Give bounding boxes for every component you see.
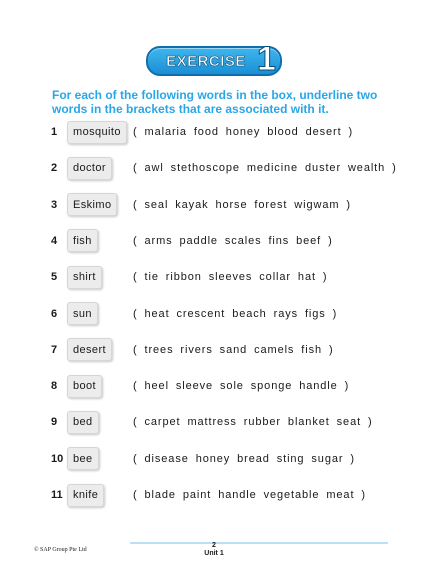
item-number: 5: [51, 271, 58, 284]
copyright: © SAP Group Pte Ltd: [34, 547, 87, 553]
word-box: knife: [67, 484, 104, 507]
exercise-item: [0, 375, 428, 397]
word-box: mosquito: [67, 121, 127, 144]
exercise-item: [0, 157, 428, 179]
item-number: 4: [51, 234, 58, 247]
instructions: For each of the following words in the box, underline two words in the brackets that are associated with it.: [52, 88, 378, 116]
exercise-item: [0, 266, 428, 288]
page-number: 2: [212, 542, 216, 549]
word-box: fish: [67, 229, 98, 252]
exercise-label: EXERCISE: [166, 52, 246, 70]
word-box: bed: [67, 411, 99, 434]
item-number: 11: [51, 489, 63, 501]
item-number: 2: [51, 162, 58, 175]
item-number: 9: [51, 416, 58, 429]
bracket-options[interactable]: ( awl stethoscope medicine duster wealth ): [133, 162, 397, 175]
item-number: 8: [51, 380, 58, 393]
item-number: 6: [51, 307, 58, 320]
word-box: bee: [67, 447, 99, 470]
bracket-options[interactable]: ( carpet mattress rubber blanket seat ): [133, 416, 373, 429]
exercise-item: [0, 303, 428, 325]
unit-label: Unit 1: [204, 550, 224, 557]
bracket-options[interactable]: ( tie ribbon sleeves collar hat ): [133, 271, 328, 284]
item-number: 7: [51, 343, 58, 356]
bracket-options[interactable]: ( heel sleeve sole sponge handle ): [133, 380, 350, 393]
item-number: 1: [51, 126, 58, 138]
bracket-options[interactable]: ( blade paint handle vegetable meat ): [133, 489, 366, 501]
word-box: boot: [67, 375, 102, 398]
exercise-item: [0, 194, 428, 216]
word-box: doctor: [67, 157, 112, 180]
bracket-options[interactable]: ( heat crescent beach rays figs ): [133, 307, 338, 320]
bracket-options[interactable]: ( arms paddle scales fins beef ): [133, 234, 333, 247]
word-box: Eskimo: [67, 193, 117, 216]
bracket-options[interactable]: ( seal kayak horse forest wigwam ): [133, 198, 351, 211]
word-box: desert: [67, 338, 112, 361]
exercise-banner-wrap: [0, 40, 428, 78]
exercise-banner: [146, 40, 282, 78]
exercise-item: [0, 448, 428, 470]
word-box: shirt: [67, 266, 102, 289]
item-number: 3: [51, 198, 58, 211]
bracket-options[interactable]: ( malaria food honey blood desert ): [133, 126, 354, 138]
exercise-item: [0, 484, 428, 506]
exercise-item: [0, 411, 428, 433]
word-box: sun: [67, 302, 98, 325]
item-number: 10: [51, 452, 64, 465]
exercise-number: 1: [257, 40, 276, 78]
exercise-item: [0, 230, 428, 252]
bracket-options[interactable]: ( trees rivers sand camels fish ): [133, 343, 334, 356]
exercise-item: [0, 121, 428, 143]
exercise-item: [0, 339, 428, 361]
bracket-options[interactable]: ( disease honey bread sting sugar ): [133, 452, 355, 465]
